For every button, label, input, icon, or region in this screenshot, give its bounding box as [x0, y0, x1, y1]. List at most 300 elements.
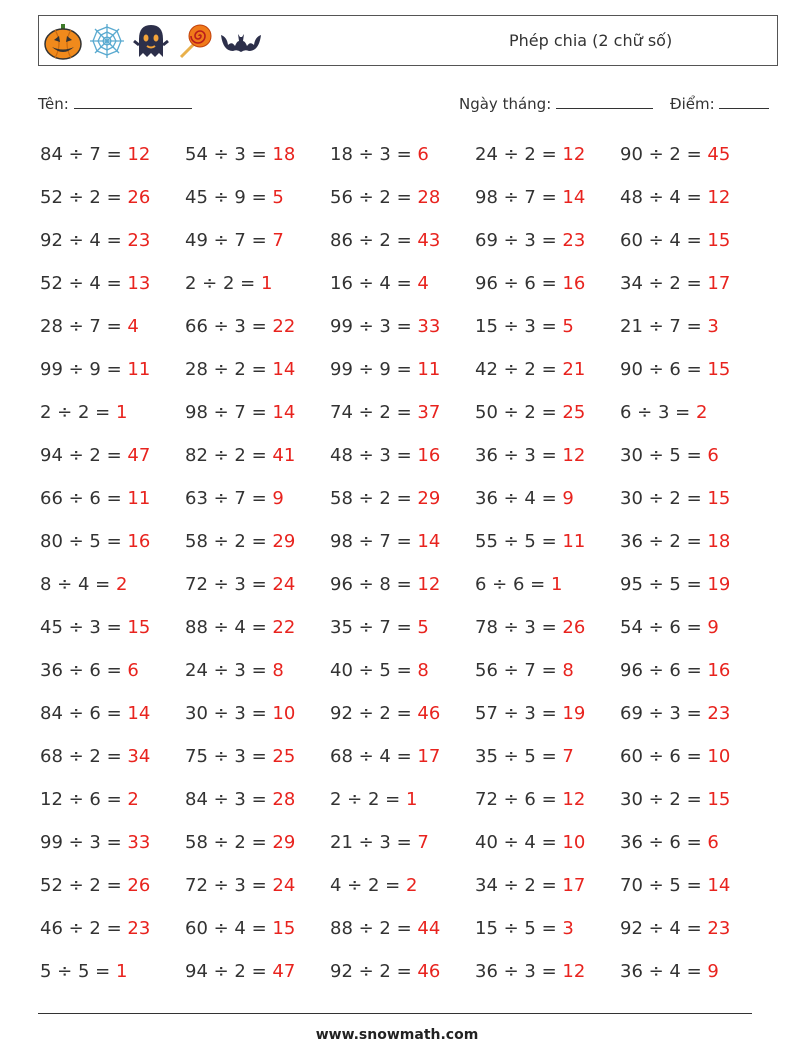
problem-item	[330, 950, 475, 993]
problem-item	[40, 434, 185, 477]
problem-expression: 99 ÷ 9 =	[40, 359, 128, 380]
problem-item	[185, 305, 330, 348]
problem-expression: 90 ÷ 6 =	[620, 359, 708, 380]
problem-answer: 43	[417, 230, 441, 251]
problem-item	[40, 176, 185, 219]
problem-expression: 75 ÷ 3 =	[185, 746, 273, 767]
problem-answer: 18	[707, 531, 731, 552]
problem-answer: 23	[127, 230, 151, 251]
problem-expression: 92 ÷ 2 =	[330, 961, 418, 982]
problem-answer: 1	[115, 402, 128, 423]
problem-answer: 2	[405, 875, 418, 896]
problem-item	[185, 907, 330, 950]
problem-expression: 72 ÷ 3 =	[185, 875, 273, 896]
problem-answer: 19	[562, 703, 586, 724]
problem-answer: 12	[562, 961, 586, 982]
problem-item	[40, 950, 185, 993]
problem-expression: 84 ÷ 3 =	[185, 789, 273, 810]
problem-item	[330, 778, 475, 821]
problem-row	[40, 219, 770, 262]
score-blank[interactable]	[719, 92, 769, 109]
problem-item	[40, 305, 185, 348]
problem-expression: 54 ÷ 6 =	[620, 617, 708, 638]
problem-expression: 21 ÷ 7 =	[620, 316, 708, 337]
problem-answer: 3	[562, 918, 574, 939]
problem-expression: 58 ÷ 2 =	[330, 488, 418, 509]
problem-item	[40, 735, 185, 778]
date-label: Ngày tháng:	[459, 95, 552, 113]
problem-item	[330, 520, 475, 563]
problem-expression: 49 ÷ 7 =	[185, 230, 273, 251]
problem-expression: 99 ÷ 3 =	[330, 316, 418, 337]
problem-item	[620, 348, 765, 391]
problem-answer: 23	[707, 918, 731, 939]
problem-expression: 55 ÷ 5 =	[475, 531, 563, 552]
problem-item	[185, 520, 330, 563]
problem-answer: 17	[707, 273, 731, 294]
problem-item	[475, 950, 620, 993]
problem-answer: 47	[272, 961, 296, 982]
problem-expression: 21 ÷ 3 =	[330, 832, 418, 853]
problem-answer: 25	[562, 402, 586, 423]
problem-expression: 48 ÷ 3 =	[330, 445, 418, 466]
footer-divider	[38, 1013, 752, 1014]
problem-answer: 6	[417, 144, 429, 165]
problem-answer: 14	[272, 359, 296, 380]
name-field	[38, 92, 192, 113]
problem-item	[620, 520, 765, 563]
header-icons	[43, 21, 263, 61]
problem-expression: 94 ÷ 2 =	[185, 961, 273, 982]
problem-item	[40, 520, 185, 563]
problem-answer: 15	[272, 918, 296, 939]
problem-answer: 28	[272, 789, 296, 810]
score-field	[670, 92, 769, 113]
problem-answer: 15	[127, 617, 151, 638]
problem-answer: 12	[127, 144, 151, 165]
problem-expression: 56 ÷ 7 =	[475, 660, 563, 681]
worksheet-header	[38, 15, 778, 66]
problem-expression: 40 ÷ 5 =	[330, 660, 418, 681]
problem-answer: 29	[417, 488, 441, 509]
problem-expression: 36 ÷ 6 =	[40, 660, 128, 681]
problem-item	[475, 692, 620, 735]
problem-answer: 5	[417, 617, 429, 638]
problem-row	[40, 477, 770, 520]
problem-answer: 9	[562, 488, 574, 509]
spider-web-icon	[87, 21, 127, 61]
problem-item	[330, 262, 475, 305]
problem-item	[185, 391, 330, 434]
date-blank[interactable]	[556, 92, 653, 109]
problem-answer: 14	[562, 187, 586, 208]
problem-expression: 15 ÷ 3 =	[475, 316, 563, 337]
problem-item	[330, 563, 475, 606]
problem-expression: 58 ÷ 2 =	[185, 531, 273, 552]
problem-item	[620, 649, 765, 692]
problem-expression: 45 ÷ 9 =	[185, 187, 273, 208]
problem-row	[40, 133, 770, 176]
problem-item	[620, 692, 765, 735]
problem-expression: 90 ÷ 2 =	[620, 144, 708, 165]
problem-expression: 99 ÷ 3 =	[40, 832, 128, 853]
pumpkin-icon	[43, 21, 83, 61]
problem-answer: 26	[562, 617, 586, 638]
problem-expression: 36 ÷ 3 =	[475, 961, 563, 982]
problem-item	[185, 219, 330, 262]
problem-expression: 70 ÷ 5 =	[620, 875, 708, 896]
problem-expression: 84 ÷ 7 =	[40, 144, 128, 165]
problem-answer: 29	[272, 832, 296, 853]
problem-item	[330, 606, 475, 649]
problem-expression: 4 ÷ 2 =	[330, 875, 406, 896]
problem-expression: 2 ÷ 2 =	[40, 402, 116, 423]
problem-item	[185, 778, 330, 821]
problem-answer: 6	[127, 660, 139, 681]
problem-item	[330, 133, 475, 176]
problem-item	[620, 735, 765, 778]
problem-expression: 42 ÷ 2 =	[475, 359, 563, 380]
problem-answer: 9	[707, 617, 719, 638]
problem-answer: 3	[707, 316, 719, 337]
problem-item	[475, 563, 620, 606]
problem-answer: 15	[707, 789, 731, 810]
problem-item	[185, 692, 330, 735]
problem-item	[475, 348, 620, 391]
problem-item	[475, 864, 620, 907]
problem-row	[40, 434, 770, 477]
name-blank[interactable]	[74, 92, 192, 109]
problem-answer: 22	[272, 316, 296, 337]
problem-answer: 7	[417, 832, 429, 853]
problem-answer: 28	[417, 187, 441, 208]
problem-answer: 11	[127, 488, 151, 509]
problem-answer: 19	[707, 574, 731, 595]
problem-item	[40, 563, 185, 606]
problem-item	[185, 477, 330, 520]
problem-item	[475, 778, 620, 821]
problem-answer: 12	[562, 144, 586, 165]
problem-expression: 92 ÷ 2 =	[330, 703, 418, 724]
problem-expression: 96 ÷ 8 =	[330, 574, 418, 595]
problem-item	[40, 606, 185, 649]
problem-item	[475, 520, 620, 563]
problem-answer: 13	[127, 273, 151, 294]
problem-item	[330, 864, 475, 907]
problem-answer: 24	[272, 574, 296, 595]
problem-expression: 24 ÷ 3 =	[185, 660, 273, 681]
problem-expression: 36 ÷ 4 =	[620, 961, 708, 982]
problem-item	[475, 907, 620, 950]
problem-item	[620, 262, 765, 305]
problem-item	[475, 821, 620, 864]
problem-row	[40, 348, 770, 391]
problem-answer: 12	[562, 445, 586, 466]
problem-answer: 10	[707, 746, 731, 767]
problem-expression: 69 ÷ 3 =	[620, 703, 708, 724]
problem-row	[40, 821, 770, 864]
problem-answer: 37	[417, 402, 441, 423]
problem-answer: 45	[707, 144, 731, 165]
problem-item	[40, 821, 185, 864]
problem-item	[185, 348, 330, 391]
problem-expression: 36 ÷ 3 =	[475, 445, 563, 466]
problem-answer: 6	[707, 832, 719, 853]
problem-answer: 11	[417, 359, 441, 380]
problem-item	[475, 649, 620, 692]
problem-item	[40, 262, 185, 305]
problem-expression: 15 ÷ 5 =	[475, 918, 563, 939]
problem-answer: 23	[127, 918, 151, 939]
problem-expression: 72 ÷ 3 =	[185, 574, 273, 595]
problem-expression: 86 ÷ 2 =	[330, 230, 418, 251]
problem-item	[185, 563, 330, 606]
problem-answer: 41	[272, 445, 296, 466]
problem-item	[620, 434, 765, 477]
problem-item	[185, 176, 330, 219]
problem-answer: 10	[272, 703, 296, 724]
problem-expression: 2 ÷ 2 =	[185, 273, 261, 294]
problem-item	[475, 219, 620, 262]
problem-item	[475, 176, 620, 219]
problem-expression: 98 ÷ 7 =	[475, 187, 563, 208]
problem-answer: 4	[127, 316, 139, 337]
problem-answer: 14	[707, 875, 731, 896]
problem-expression: 46 ÷ 2 =	[40, 918, 128, 939]
problem-grid	[40, 133, 770, 993]
problem-item	[185, 864, 330, 907]
problem-expression: 68 ÷ 4 =	[330, 746, 418, 767]
problem-row	[40, 907, 770, 950]
problem-answer: 7	[562, 746, 574, 767]
problem-item	[475, 434, 620, 477]
problem-row	[40, 305, 770, 348]
problem-answer: 17	[417, 746, 441, 767]
problem-item	[330, 821, 475, 864]
problem-answer: 26	[127, 875, 151, 896]
problem-answer: 47	[127, 445, 151, 466]
problem-answer: 14	[417, 531, 441, 552]
problem-expression: 96 ÷ 6 =	[475, 273, 563, 294]
problem-row	[40, 778, 770, 821]
problem-item	[185, 606, 330, 649]
problem-answer: 29	[272, 531, 296, 552]
problem-item	[620, 950, 765, 993]
problem-expression: 30 ÷ 2 =	[620, 789, 708, 810]
problem-item	[185, 950, 330, 993]
problem-row	[40, 864, 770, 907]
problem-item	[620, 778, 765, 821]
problem-answer: 14	[127, 703, 151, 724]
problem-item	[330, 477, 475, 520]
problem-item	[475, 477, 620, 520]
problem-item	[330, 219, 475, 262]
problem-answer: 18	[272, 144, 296, 165]
problem-expression: 16 ÷ 4 =	[330, 273, 418, 294]
problem-item	[40, 649, 185, 692]
problem-item	[620, 606, 765, 649]
problem-item	[330, 735, 475, 778]
problem-answer: 6	[707, 445, 719, 466]
problem-answer: 16	[562, 273, 586, 294]
problem-expression: 57 ÷ 3 =	[475, 703, 563, 724]
problem-item	[330, 434, 475, 477]
problem-expression: 69 ÷ 3 =	[475, 230, 563, 251]
problem-item	[185, 735, 330, 778]
problem-answer: 25	[272, 746, 296, 767]
problem-answer: 12	[707, 187, 731, 208]
problem-expression: 68 ÷ 2 =	[40, 746, 128, 767]
problem-expression: 12 ÷ 6 =	[40, 789, 128, 810]
problem-expression: 30 ÷ 3 =	[185, 703, 273, 724]
problem-expression: 56 ÷ 2 =	[330, 187, 418, 208]
problem-answer: 33	[127, 832, 151, 853]
problem-answer: 2	[115, 574, 128, 595]
problem-expression: 52 ÷ 4 =	[40, 273, 128, 294]
problem-answer: 9	[272, 488, 284, 509]
problem-item	[40, 692, 185, 735]
problem-expression: 36 ÷ 6 =	[620, 832, 708, 853]
name-label: Tên:	[38, 95, 69, 113]
problem-answer: 5	[272, 187, 284, 208]
problem-answer: 1	[260, 273, 273, 294]
problem-item	[475, 606, 620, 649]
problem-answer: 9	[707, 961, 719, 982]
problem-item	[620, 907, 765, 950]
problem-item	[40, 778, 185, 821]
problem-expression: 36 ÷ 4 =	[475, 488, 563, 509]
problem-answer: 24	[272, 875, 296, 896]
bat-icon	[219, 21, 263, 61]
problem-item	[330, 305, 475, 348]
problem-expression: 80 ÷ 5 =	[40, 531, 128, 552]
problem-expression: 35 ÷ 5 =	[475, 746, 563, 767]
problem-answer: 23	[707, 703, 731, 724]
problem-item	[620, 133, 765, 176]
problem-row	[40, 692, 770, 735]
problem-expression: 95 ÷ 5 =	[620, 574, 708, 595]
footer-url: www.snowmath.com	[315, 1027, 479, 1043]
problem-item	[185, 434, 330, 477]
problem-answer: 8	[562, 660, 574, 681]
problem-expression: 34 ÷ 2 =	[475, 875, 563, 896]
problem-answer: 8	[272, 660, 284, 681]
problem-expression: 28 ÷ 7 =	[40, 316, 128, 337]
problem-item	[40, 477, 185, 520]
problem-row	[40, 606, 770, 649]
problem-expression: 40 ÷ 4 =	[475, 832, 563, 853]
problem-expression: 66 ÷ 3 =	[185, 316, 273, 337]
problem-item	[475, 305, 620, 348]
problem-expression: 82 ÷ 2 =	[185, 445, 273, 466]
problem-row	[40, 735, 770, 778]
problem-expression: 96 ÷ 6 =	[620, 660, 708, 681]
problem-answer: 46	[417, 961, 441, 982]
problem-item	[185, 262, 330, 305]
problem-expression: 88 ÷ 4 =	[185, 617, 273, 638]
problem-answer: 4	[417, 273, 429, 294]
problem-item	[475, 391, 620, 434]
date-field	[459, 92, 653, 113]
problem-answer: 26	[127, 187, 151, 208]
problem-expression: 99 ÷ 9 =	[330, 359, 418, 380]
problem-expression: 66 ÷ 6 =	[40, 488, 128, 509]
problem-expression: 94 ÷ 2 =	[40, 445, 128, 466]
problem-item	[40, 219, 185, 262]
problem-answer: 1	[405, 789, 418, 810]
problem-expression: 6 ÷ 6 =	[475, 574, 551, 595]
problem-expression: 92 ÷ 4 =	[40, 230, 128, 251]
problem-expression: 98 ÷ 7 =	[185, 402, 273, 423]
problem-expression: 8 ÷ 4 =	[40, 574, 116, 595]
problem-row	[40, 520, 770, 563]
problem-answer: 16	[127, 531, 151, 552]
problem-expression: 58 ÷ 2 =	[185, 832, 273, 853]
problem-item	[475, 262, 620, 305]
problem-answer: 15	[707, 359, 731, 380]
problem-expression: 28 ÷ 2 =	[185, 359, 273, 380]
problem-answer: 2	[695, 402, 708, 423]
problem-row	[40, 563, 770, 606]
problem-answer: 11	[127, 359, 151, 380]
problem-expression: 60 ÷ 4 =	[185, 918, 273, 939]
problem-expression: 74 ÷ 2 =	[330, 402, 418, 423]
problem-expression: 50 ÷ 2 =	[475, 402, 563, 423]
problem-expression: 5 ÷ 5 =	[40, 961, 116, 982]
problem-answer: 34	[127, 746, 151, 767]
problem-row	[40, 262, 770, 305]
problem-item	[40, 864, 185, 907]
problem-expression: 52 ÷ 2 =	[40, 875, 128, 896]
problem-expression: 52 ÷ 2 =	[40, 187, 128, 208]
problem-expression: 30 ÷ 5 =	[620, 445, 708, 466]
problem-item	[620, 864, 765, 907]
problem-item	[330, 176, 475, 219]
problem-item	[620, 305, 765, 348]
problem-item	[620, 821, 765, 864]
problem-answer: 12	[562, 789, 586, 810]
problem-answer: 2	[127, 789, 139, 810]
problem-item	[330, 692, 475, 735]
worksheet-title: Phép chia (2 chữ số)	[509, 31, 673, 50]
problem-answer: 17	[562, 875, 586, 896]
problem-expression: 98 ÷ 7 =	[330, 531, 418, 552]
problem-answer: 21	[562, 359, 586, 380]
problem-expression: 72 ÷ 6 =	[475, 789, 563, 810]
problem-item	[185, 821, 330, 864]
problem-answer: 22	[272, 617, 296, 638]
problem-expression: 18 ÷ 3 =	[330, 144, 418, 165]
problem-item	[40, 391, 185, 434]
problem-expression: 48 ÷ 4 =	[620, 187, 708, 208]
problem-item	[330, 391, 475, 434]
problem-expression: 30 ÷ 2 =	[620, 488, 708, 509]
problem-item	[620, 563, 765, 606]
problem-answer: 15	[707, 488, 731, 509]
problem-row	[40, 950, 770, 993]
problem-item	[330, 649, 475, 692]
problem-expression: 6 ÷ 3 =	[620, 402, 696, 423]
problem-row	[40, 649, 770, 692]
problem-answer: 1	[115, 961, 128, 982]
problem-answer: 11	[562, 531, 586, 552]
ghost-icon	[131, 21, 171, 61]
problem-item	[620, 477, 765, 520]
lollipop-icon	[175, 21, 215, 61]
problem-expression: 45 ÷ 3 =	[40, 617, 128, 638]
problem-expression: 60 ÷ 4 =	[620, 230, 708, 251]
problem-answer: 46	[417, 703, 441, 724]
